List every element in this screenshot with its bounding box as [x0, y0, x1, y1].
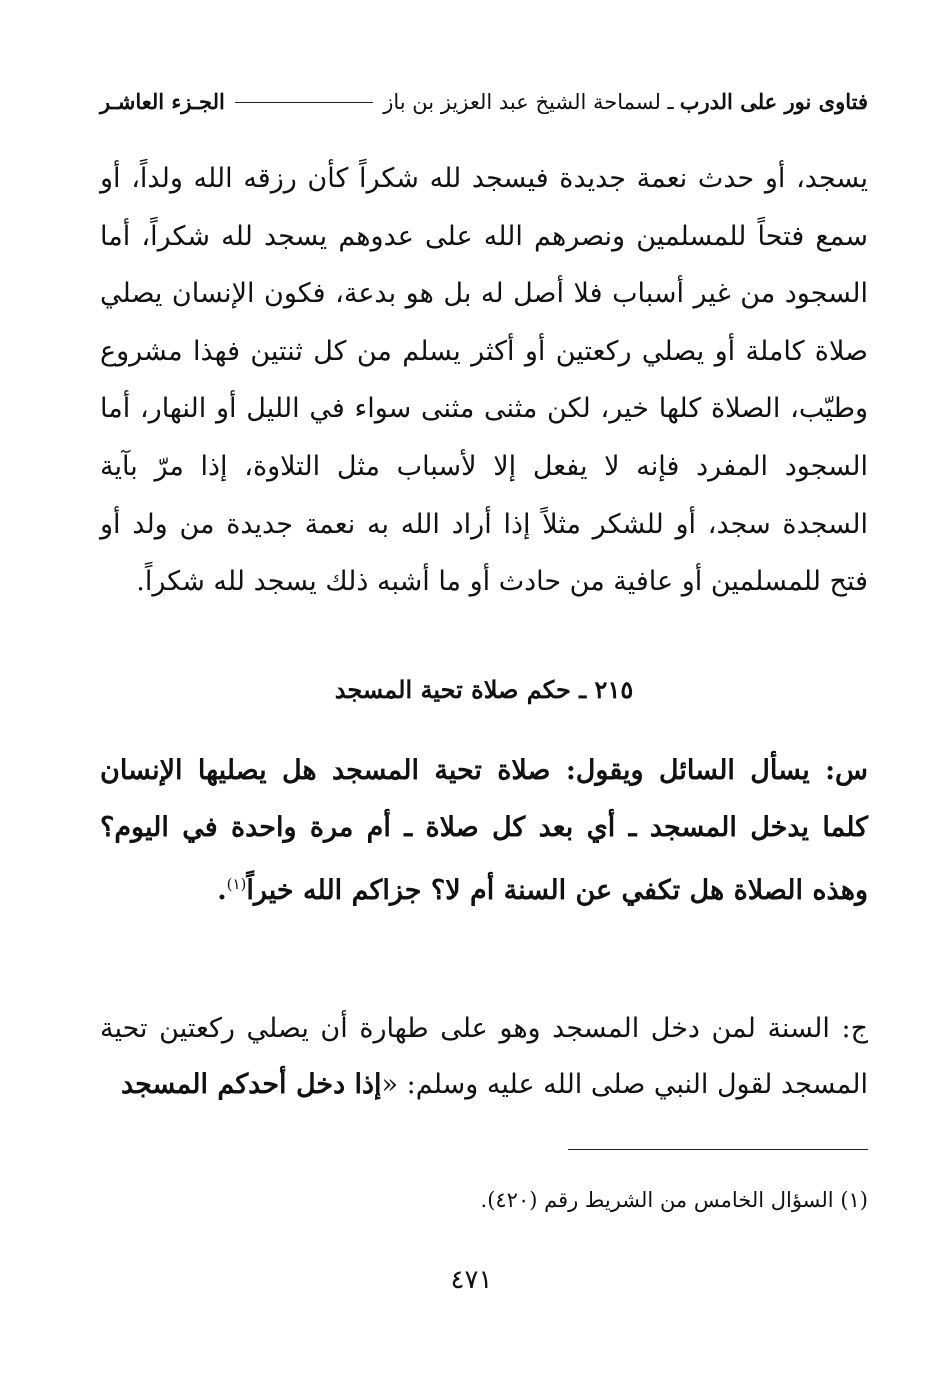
- volume-part: الجـزء العاشـر: [100, 89, 225, 114]
- hadith-quote: إذا دخل أحدكم المسجد: [120, 1069, 382, 1100]
- footnote-separator: [568, 1149, 868, 1150]
- running-header: [100, 86, 868, 118]
- answer-paragraph: [100, 1001, 868, 1113]
- page-number: ٤٧١: [450, 1265, 493, 1295]
- footnote: (١) السؤال الخامس من الشريط رقم (٤٢٠).: [480, 1188, 868, 1212]
- question-end: .: [217, 875, 227, 906]
- header-rule: [235, 102, 373, 103]
- question-block: [100, 742, 868, 919]
- intro-paragraph: [100, 150, 868, 611]
- footnote-marker[interactable]: (١): [226, 875, 247, 893]
- section-heading: ٢١٥ ـ حكم صلاة تحية المسجد: [334, 675, 634, 704]
- answer-block: [100, 1001, 868, 1113]
- intro-text: يسجد، أو حدث نعمة جديدة فيسجد لله شكراً كأن رزقه الله ولداً، أو سمع فتحاً للمسلمين ونصرهم الله على عدوهم يسجد لله شكراً، أما السجود من غير أسباب فلا أصل له بل هو بدعة، فكون الإنسان يصلي صلاة كاملة أو يصلي ركعتين أو أكثر يسلم من كل ثنتين فهذا مشروع وطيّب، الصلاة كلها خير، لكن مثنى مثنى سواء في الليل أو النهار، أما السجود المفرد فإنه لا يفعل إلا لأسباب مثل التلاوة، إذا مرّ بآية السجدة سجد، أو للشكر مثلاً إذا أراد الله به نعمة جديدة من ولد أو فتح للمسلمين أو عافية من حادث أو ما أشبه ذلك يسجد لله شكراً.: [100, 163, 868, 598]
- author-name: ـ لسماحة الشيخ عبد العزيز بن باز: [383, 90, 674, 114]
- book-title: فتاوى نور على الدرب: [679, 89, 868, 114]
- question-paragraph: [100, 742, 868, 919]
- answer-text: ج: السنة لمن دخل المسجد وهو على طهارة أن يصلي ركعتين تحية المسجد لقول النبي صلى الله عليه وسلم: «: [100, 1013, 868, 1100]
- question-text: س: يسأل السائل ويقول: صلاة تحية المسجد هل يصليها الإنسان كلما يدخل المسجد ـ أي بعد كل صلاة ـ أم مرة واحدة في اليوم؟ وهذه الصلاة هل تكفي عن السنة أم لا؟ جزاكم الله خيراً: [100, 755, 868, 906]
